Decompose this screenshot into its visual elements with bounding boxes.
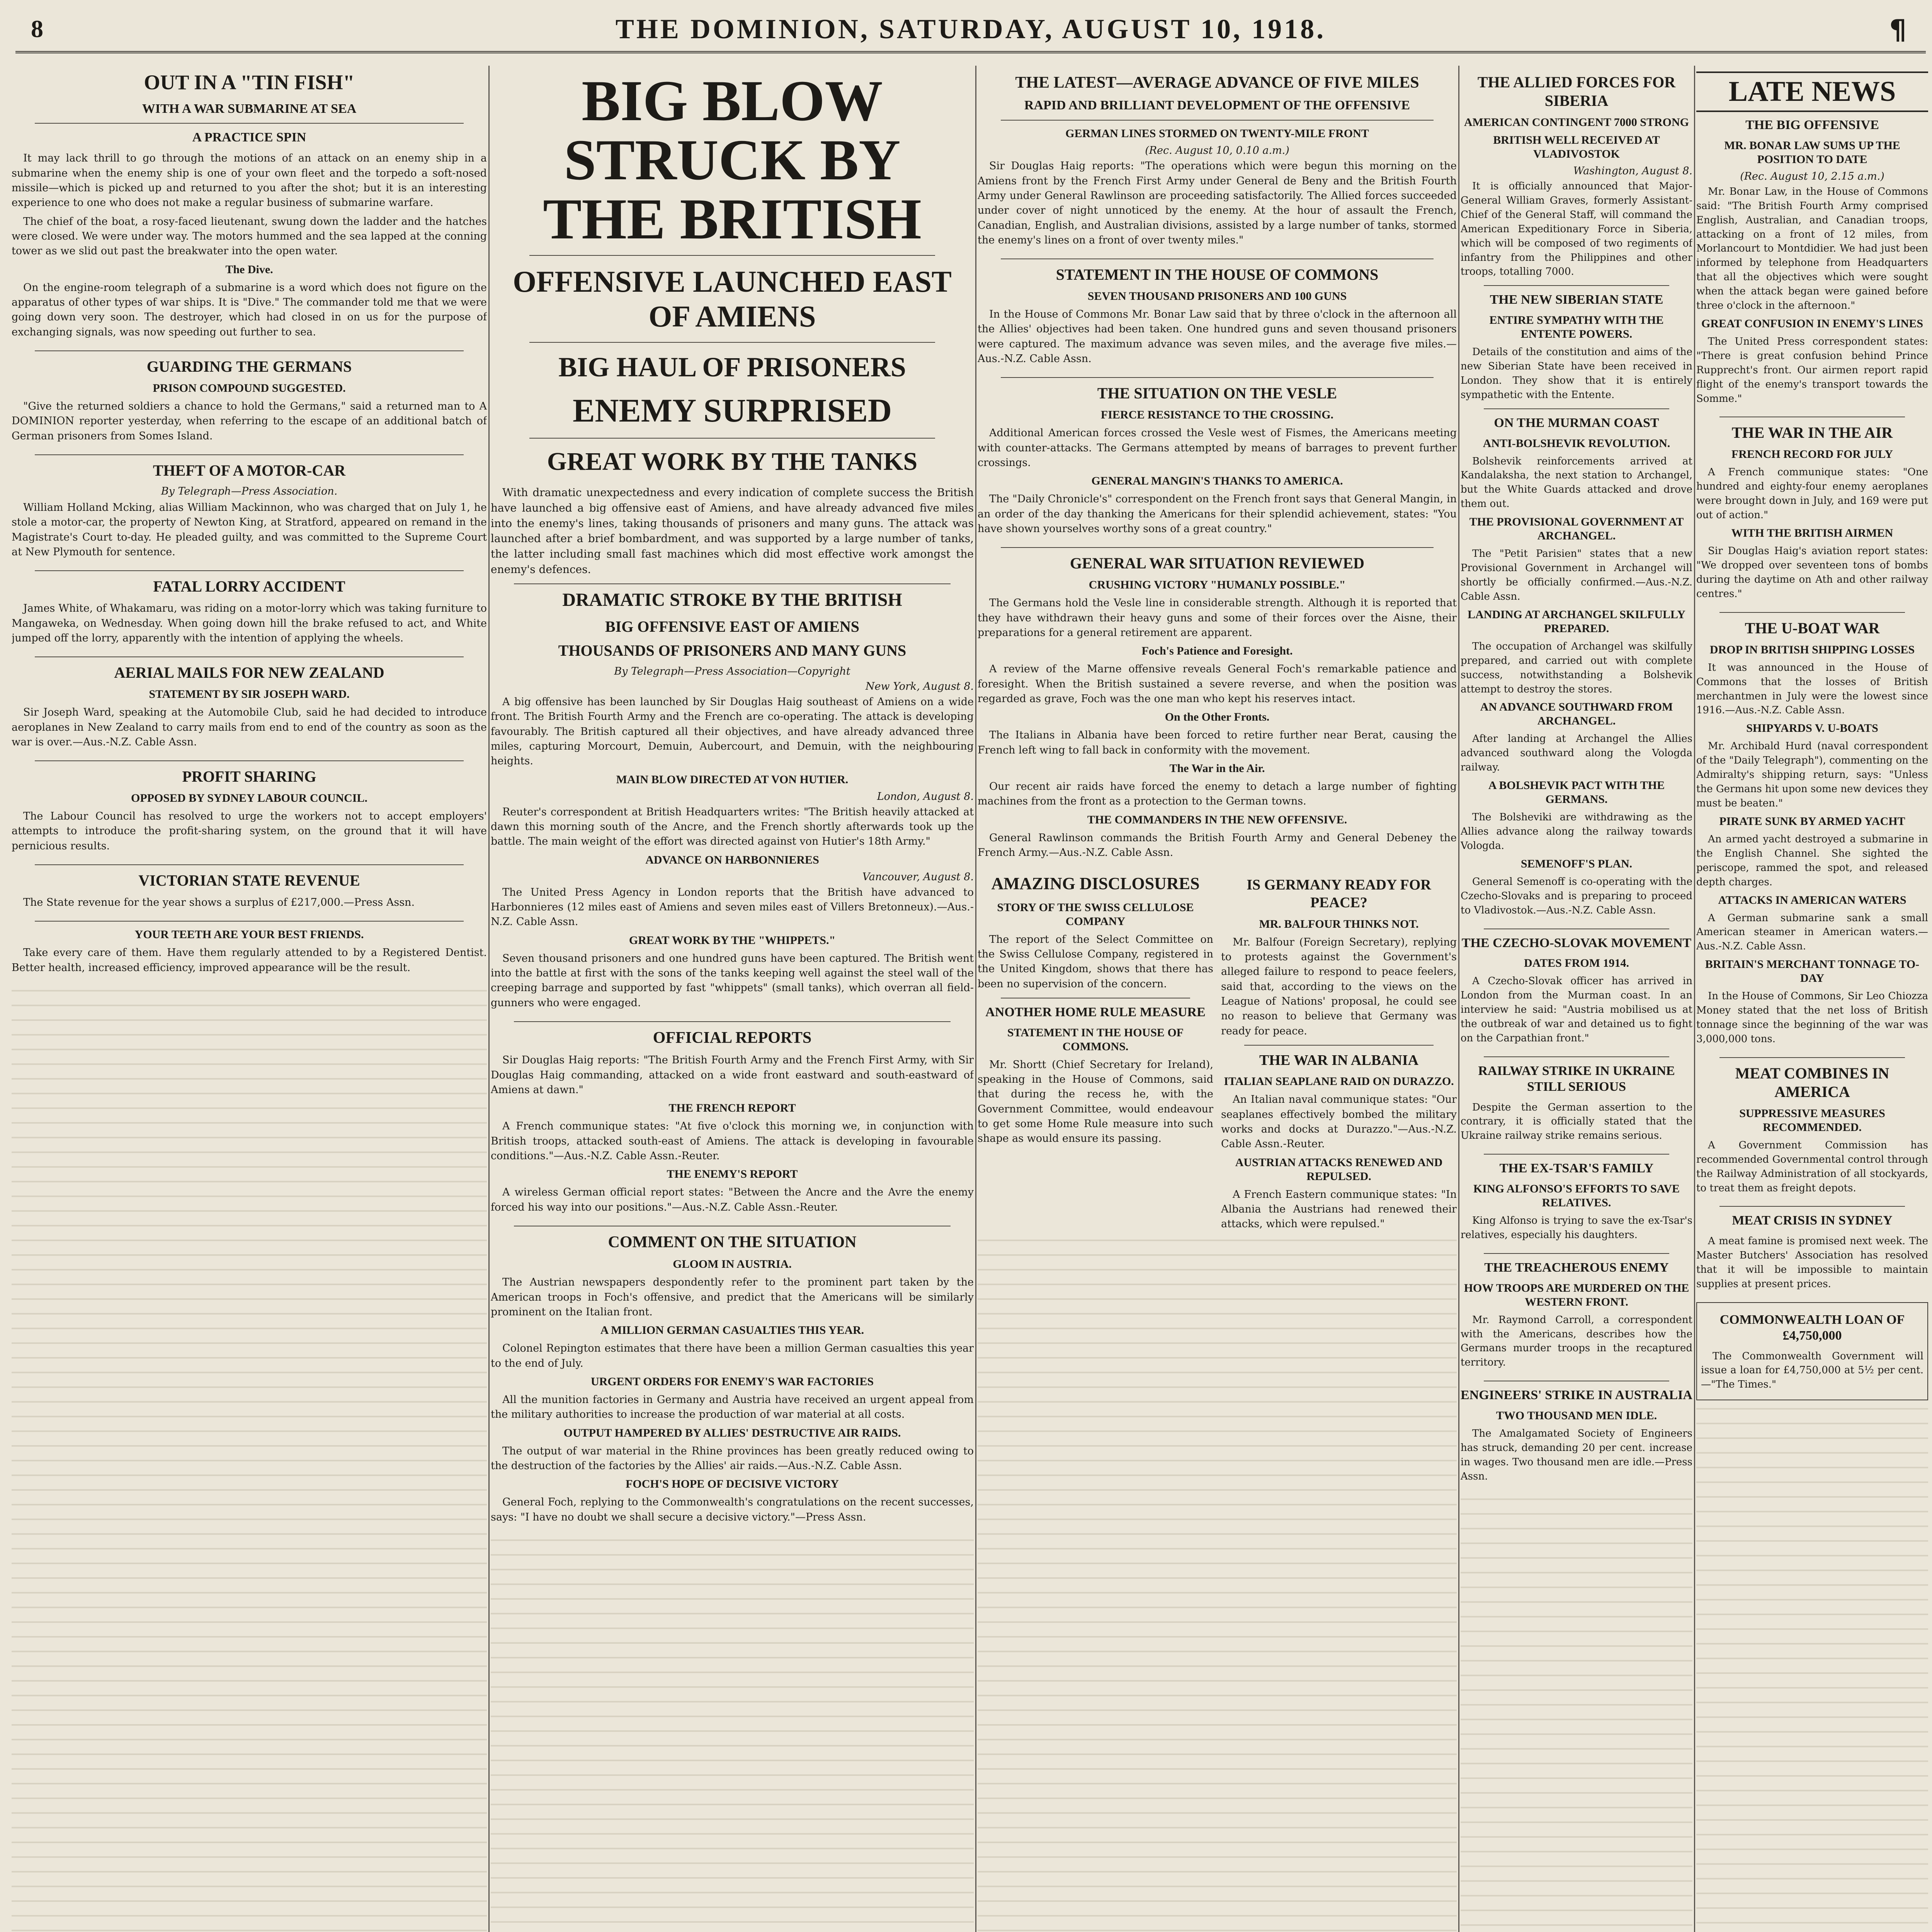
divider: [1484, 1154, 1669, 1155]
text-continuation: [12, 986, 487, 1932]
paragraph: Despite the German assertion to the contrary, it is officially stated that the Ukraine railway strike remains serious.: [1461, 1101, 1692, 1142]
section-head: A MILLION GERMAN CASUALTIES THIS YEAR.: [600, 1324, 864, 1337]
paragraph: Sir Douglas Haig reports: "The operations which were begun this morning on the Amiens front by the French First Army under General de Beny and the British Fourth Army under General Rawlinson are proceeding satisfactorily. The Allied forces succeeded under cover of night unnoticed by the enemy. At the hour of assault the French, Canadian, English, and Australian divisions, assisted by a large number of tanks, stormed the enemy's lines on a front of over twenty miles.": [978, 160, 1457, 246]
divider: [514, 583, 951, 584]
paragraph: All the munition factories in Germany and Austria have received an urgent appeal from the military authorities to increase the production of war material at all costs.: [491, 1393, 974, 1421]
headline: OUT IN A "TIN FISH": [144, 71, 355, 94]
divider: [529, 438, 935, 439]
paragraph: On the engine-room telegraph of a submarine is a word which does not figure on the apparatus of other types of war ships. It is "Dive." The commander told me that we were going down very soon. The destroyer, which had closed in on us for the purpose of exchanging signals, was now speeding out further to sea.: [12, 281, 487, 338]
newspaper-title: THE DOMINION, SATURDAY, AUGUST 10, 1918.: [615, 14, 1326, 44]
headline: THE BIG OFFENSIVE: [1745, 118, 1879, 132]
text-continuation: [978, 1236, 1457, 1932]
section-head: GREAT CONFUSION IN ENEMY'S LINES: [1701, 317, 1923, 330]
section-head: THE PROVISIONAL GOVERNMENT AT ARCHANGEL.: [1469, 515, 1684, 543]
headline: THE NEW SIBERIAN STATE: [1490, 293, 1663, 307]
page-number: 8: [31, 15, 43, 43]
headline: THE WAR IN THE AIR: [1731, 424, 1893, 442]
subheadline: BIG OFFENSIVE EAST OF AMIENS: [605, 617, 859, 635]
article-profit-sharing: [12, 760, 487, 854]
paragraph: A French communique states: "At five o'clock this morning we, in conjunction with British troops, attacked south-east of Amiens. The attack is developing in favourable conditions."—Aus.-N.Z. Cable Assn.-Reuter.: [491, 1120, 974, 1162]
article-commonwealth-loan: [1696, 1302, 1928, 1400]
section-head: THE FRENCH REPORT: [668, 1102, 796, 1115]
column-rule: [1694, 66, 1695, 1932]
paragraph: General Semenoff is co-operating with the Czecho-Slovaks and is preparing to proceed to Vladivostok.—Aus.-N.Z. Cable Assn.: [1461, 876, 1692, 916]
article-dramatic-stroke: [491, 583, 974, 1010]
section-head: ATTACKS IN AMERICAN WATERS: [1718, 893, 1906, 906]
headline: PROFIT SHARING: [182, 768, 316, 786]
subheadline: BRITISH WELL RECEIVED AT VLADIVOSTOK: [1493, 134, 1660, 160]
column-3: [978, 68, 1457, 1932]
divider: [1719, 1206, 1905, 1207]
banner-deck: BIG HAUL OF PRISONERS: [558, 352, 906, 383]
advertisement-teeth: [12, 921, 487, 975]
paragraph: Bolshevik reinforcements arrived at Kandalaksha, the next station to Archangel, but the White Guards attacked and drove them out.: [1461, 455, 1692, 510]
headline: THEFT OF A MOTOR-CAR: [153, 461, 346, 479]
paragraph: General Foch, replying to the Commonwealth's congratulations on the recent successes, says: "I have no doubt we shall secure a decisive victory."—Press Assn.: [491, 1496, 974, 1523]
subheadline: STORY OF THE SWISS CELLULOSE COMPANY: [997, 901, 1194, 928]
headline: THE LATEST—AVERAGE ADVANCE OF FIVE MILES: [1015, 74, 1419, 92]
article-czecho-slovak: [1461, 929, 1692, 1046]
divider: [1001, 377, 1434, 378]
paragraph: Sir Douglas Haig's aviation report states: "We dropped over seventeen tons of bombs during the daytime on Ath and other railway centres.": [1696, 545, 1928, 600]
paragraph: A German submarine sank a small American steamer in American waters.—Aus.-N.Z. Cable Assn.: [1696, 912, 1928, 952]
article-latest-advance: [978, 73, 1457, 248]
paragraph: General Rawlinson commands the British Fourth Army and General Debeney the French Army.—Aus.-N.Z. Cable Assn.: [978, 832, 1457, 859]
headline: AERIAL MAILS FOR NEW ZEALAND: [114, 664, 384, 682]
section-head: GENERAL MANGIN'S THANKS TO AMERICA.: [1091, 474, 1343, 488]
headline: DRAMATIC STROKE BY THE BRITISH: [562, 589, 902, 610]
banner-deck: GREAT WORK BY THE TANKS: [547, 447, 918, 476]
section-head: URGENT ORDERS FOR ENEMY'S WAR FACTORIES: [590, 1375, 874, 1388]
ad-headline: YOUR TEETH ARE YOUR BEST FRIENDS.: [134, 928, 364, 941]
subheadline: FIERCE RESISTANCE TO THE CROSSING.: [1100, 408, 1334, 422]
column-rule: [975, 66, 976, 1932]
paragraph: Details of the constitution and aims of the new Siberian State have been received in London. They show that it is entirely sympathetic with the Entente.: [1461, 346, 1692, 401]
paragraph: A Government Commission has recommended Governmental control through the Railway Administration of all stockyards, to treat them as freight depots.: [1696, 1139, 1928, 1194]
paragraph: Colonel Repington estimates that there have been a million German casualties this year to the end of July.: [491, 1342, 974, 1369]
paragraph: Mr. Balfour (Foreign Secretary), replying to protests against the Government's alleged failure to respond to peace feelers, said that, according to the views on the League of Nations' proposal, he could see no reason to believe that Germany was ready for peace.: [1221, 936, 1457, 1037]
paragraph: A Czecho-Slovak officer has arrived in London from the Murman coast. In an interview he said: "Austria mobilised us at the outbreak of war and detained us to fight on the Carpathian front.": [1461, 975, 1692, 1044]
article-u-boat-war: [1696, 612, 1928, 1046]
paragraph: An Italian naval communique states: "Our seaplanes effectively bombed the military works and docks at Durazzo."—Aus.-N.Z. Cable Assn.-Reuter.: [1221, 1094, 1457, 1150]
paragraph: A review of the Marne offensive reveals General Foch's remarkable patience and foresight. When the British sustained a severe reverse, and when the position was regarded as grave, Foch was the one man who kept his reserves intact.: [978, 663, 1457, 705]
article-victorian-revenue: [12, 864, 487, 910]
dateline: Washington, August 8.: [1573, 165, 1692, 177]
paragraph: Mr. Raymond Carroll, a correspondent with the Americans, describes how the Germans murder troops in the recaptured territory.: [1461, 1314, 1692, 1369]
text-continuation: [1696, 1404, 1928, 1932]
paragraph: Sir Douglas Haig reports: "The British Fourth Army and the French First Army, with Sir Douglas Haig commanding, attacked on a wide front eastward and south-eastward of Amiens at dawn.": [491, 1054, 974, 1096]
lead-paragraph: With dramatic unexpectedness and every indication of complete success the British have launched a big offensive east of Amiens, and have already advanced five miles into the enemy's lines, taking thousands of prisoners and many guns. The attack was launched after a brief bombardment, and was supported by a large number of tanks, the latter including small fast machines which did most effective work amongst the enemy's defences.: [491, 486, 974, 576]
paragraph: The Labour Council has resolved to urge the workers not to accept employers' attempts to introduce the profit-sharing system, on the ground that it will have pernicious results.: [12, 810, 487, 852]
divider: [1484, 408, 1669, 409]
column-1: [12, 68, 487, 1932]
headline: STATEMENT IN THE HOUSE OF COMMONS: [1056, 266, 1379, 284]
paragraph: The Germans hold the Vesle line in considerable strength. Although it is reported that they have withdrawn their heavy guns and some of their forces over the Aisne, their preparations for a general retirement are apparent.: [978, 597, 1457, 639]
headline: GENERAL WAR SITUATION REVIEWED: [1070, 554, 1365, 572]
headline: RAILWAY STRIKE IN UKRAINE STILL SERIOUS: [1478, 1063, 1675, 1094]
section-head: The Dive.: [225, 263, 273, 276]
article-war-situation: [978, 547, 1457, 860]
subheadline: GERMAN LINES STORMED ON TWENTY-MILE FRONT: [1065, 127, 1369, 140]
section-head: AN ADVANCE SOUTHWARD FROM ARCHANGEL.: [1480, 701, 1673, 728]
dateline: (Rec. August 10, 2.15 a.m.): [1740, 170, 1884, 182]
section-head: SEMENOFF'S PLAN.: [1520, 857, 1633, 870]
article-germany-peace: [1221, 871, 1457, 1235]
divider: [35, 760, 464, 761]
subheadline: FRENCH RECORD FOR JULY: [1731, 448, 1893, 461]
subheadline: A PRACTICE SPIN: [192, 130, 306, 145]
section-head: MAIN BLOW DIRECTED AT VON HUTIER.: [616, 773, 849, 786]
subheadline: ITALIAN SEAPLANE RAID ON DURAZZO.: [1224, 1075, 1454, 1088]
paragraph: The State revenue for the year shows a surplus of £217,000.—Press Assn.: [23, 896, 415, 909]
section-head: FOCH'S HOPE OF DECISIVE VICTORY: [626, 1478, 839, 1491]
divider: [35, 454, 464, 455]
paragraph-mark-icon: ¶: [1889, 14, 1906, 46]
section-head: ADVANCE ON HARBONNIERES: [645, 853, 819, 866]
article-aerial-mails: [12, 656, 487, 750]
dateline: London, August 8.: [877, 790, 974, 803]
subheadline: SEVEN THOUSAND PRISONERS AND 100 GUNS: [1087, 290, 1347, 303]
paragraph: A French Eastern communique states: "In Albania the Austrians had renewed their attacks, which were repulsed.": [1221, 1188, 1457, 1230]
section-head: Foch's Patience and Foresight.: [1141, 645, 1293, 658]
headline: THE CZECHO-SLOVAK MOVEMENT: [1461, 935, 1692, 950]
article-house-of-commons: [978, 259, 1457, 366]
article-vesle: [978, 377, 1457, 536]
article-treacherous-enemy: [1461, 1253, 1692, 1370]
split-row: [978, 871, 1457, 1235]
article-swiss-cellulose: [978, 871, 1213, 1235]
dateline: (Rec. August 10, 0.10 a.m.): [1145, 145, 1289, 157]
article-tin-fish: [12, 71, 487, 340]
article-motor-car-theft: [12, 454, 487, 560]
divider: [529, 342, 935, 343]
divider: [35, 570, 464, 571]
divider: [529, 255, 935, 256]
article-meat-crisis: [1696, 1206, 1928, 1291]
subheadline: TWO THOUSAND MEN IDLE.: [1496, 1409, 1657, 1422]
section-head: AUSTRIAN ATTACKS RENEWED AND REPULSED.: [1235, 1156, 1443, 1183]
paragraph: The Austrian newspapers despondently refer to the prominent part taken by the American troops in Foch's offensive, and predict that the Americans will be similarly prominent on the Italian front.: [491, 1276, 974, 1318]
section-head: GREAT WORK BY THE "WHIPPETS.": [629, 934, 836, 947]
headline: VICTORIAN STATE REVENUE: [138, 872, 360, 889]
divider: [1484, 1253, 1669, 1254]
article-lorry-accident: [12, 570, 487, 646]
headline: THE ALLIED FORCES FOR SIBERIA: [1477, 73, 1676, 109]
byline: By Telegraph—Press Association.: [161, 485, 338, 497]
paragraph: Reuter's correspondent at British Headquarters writes: "The British heavily attacked at dawn this morning south of the Ancre, and the French shortly afterwards took up the battle. The main weight of the effort was directed against von Hutier's 18th Army.": [491, 806, 974, 848]
divider: [1484, 1056, 1669, 1057]
divider: [1719, 612, 1905, 613]
byline: By Telegraph—Press Association—Copyright: [614, 665, 850, 677]
paragraph: The chief of the boat, a rosy-faced lieutenant, swung down the ladder and the hatches were closed. We were under way. The motors hummed and the sea lapped at the conning tower as we slid out past the breakwater into the open water.: [12, 215, 487, 257]
paragraph: Mr. Shortt (Chief Secretary for Ireland), speaking in the House of Commons, said that during the recess he, with the Government Committee, would endeavour to get some Home Rule measure into such shape as would ensure its passing.: [978, 1058, 1213, 1145]
article-war-in-air: [1696, 417, 1928, 601]
paragraph: It is officially announced that Major-General William Graves, formerly Assistant-Chief of the General Staff, will command the American Expeditionary Force in Siberia, which will be composed of two regiments of infantry from the Philippines and other troops, totalling 7000.: [1461, 180, 1692, 278]
headline: GUARDING THE GERMANS: [146, 357, 352, 375]
article-comment-situation: [491, 1226, 974, 1525]
section-head: WITH THE BRITISH AIRMEN: [1731, 527, 1893, 540]
section-head: LANDING AT ARCHANGEL SKILFULLY PREPARED.: [1468, 608, 1685, 635]
subheadline: ENTIRE SYMPATHY WITH THE ENTENTE POWERS.: [1489, 314, 1664, 341]
divider: [1001, 120, 1434, 121]
paragraph: The Commonwealth Government will issue a loan for £4,750,000 at 5½ per cent.—"The Times.": [1701, 1350, 1923, 1391]
section-head: PIRATE SUNK BY ARMED YACHT: [1719, 815, 1905, 828]
paragraph: William Holland Mcking, alias William Mackinnon, who was charged that on July 1, he stole a motor-car, the property of Newton King, at Stratford, appeared on remand in the Magistrate's Court to-day. He pleaded guilty, and was committed to the Supreme Court at New Plymouth for sentence.: [12, 501, 487, 558]
banner-headline: BIG BLOW STRUCK BY THE BRITISH: [543, 69, 922, 251]
article-ukraine-strike: [1461, 1056, 1692, 1143]
headline: THE EX-TSAR'S FAMILY: [1499, 1161, 1654, 1176]
paragraph: The occupation of Archangel was skilfully prepared, and carried out with complete success, notwithstanding a Bolshevik attempt to destroy the stores.: [1461, 640, 1692, 695]
article-allied-siberia: [1461, 73, 1692, 918]
article-ex-tsar: [1461, 1154, 1692, 1242]
paragraph: Additional American forces crossed the Vesle west of Fismes, the Americans meeting with counter-attacks. The Germans attempted by means of barrages to prevent further crossings.: [978, 427, 1457, 469]
divider: [1719, 1057, 1905, 1058]
subheadline: MR. BALFOUR THINKS NOT.: [1259, 917, 1419, 930]
section-head: BRITAIN'S MERCHANT TONNAGE TO-DAY: [1705, 958, 1920, 985]
subheadline: STATEMENT IN THE HOUSE OF COMMONS.: [1007, 1026, 1184, 1053]
divider: [35, 350, 464, 351]
paragraph: Sir Joseph Ward, speaking at the Automobile Club, said he had decided to introduce aeroplanes in New Zealand to carry mails from end to end of the country as soon as the war is over.—Aus.-N.Z. Cable Assn.: [12, 706, 487, 748]
section-head: THE ENEMY'S REPORT: [667, 1168, 798, 1181]
article-official-reports: [491, 1021, 974, 1215]
section-head: A BOLSHEVIK PACT WITH THE GERMANS.: [1488, 779, 1665, 806]
subheadline: THOUSANDS OF PRISONERS AND MANY GUNS: [558, 641, 906, 659]
headline: THE WAR IN ALBANIA: [1259, 1052, 1419, 1068]
headline: OFFICIAL REPORTS: [653, 1029, 812, 1047]
article-meat-combines: [1696, 1057, 1928, 1196]
paragraph: In the House of Commons, Sir Leo Chiozza Money stated that the net loss of British tonnage since the beginning of the war was 3,000,000 tons.: [1696, 990, 1928, 1045]
subheadline: PRISON COMPOUND SUGGESTED.: [153, 381, 346, 395]
section-head: SHIPYARDS V. U-BOATS: [1746, 722, 1878, 735]
paragraph: A French communique states: "One hundred and eighty-four enemy aeroplanes were brought down in July, and 169 were put out of action.": [1696, 466, 1928, 521]
paragraph: After landing at Archangel the Allies advanced southward along the Vologda railway.: [1461, 733, 1692, 774]
divider: [1001, 547, 1434, 548]
headline: ON THE MURMAN COAST: [1494, 415, 1659, 430]
paragraph: The Bolsheviki are withdrawing as the Allies advance along the railway towards Vologda.: [1461, 811, 1692, 852]
late-news-heading: LATE NEWS: [1696, 71, 1928, 112]
paragraph: The output of war material in the Rhine provinces has been greatly reduced owing to the destruction of the factories by the Allies' air raids.—Aus.-N.Z. Cable Assn.: [491, 1445, 974, 1472]
paragraph: Mr. Bonar Law, in the House of Commons said: "The British Fourth Army comprised English, Australian, and Canadian troops, attacking on a front of 12 miles, from Morlancourt to Montdidier. We had just been informed by telephone from Headquarters that all the objectives which were sought when the attack began were gained before three o'clock in the afternoon.": [1696, 185, 1928, 312]
article-engineers-strike: [1461, 1381, 1692, 1483]
subheadline: ANTI-BOLSHEVIK REVOLUTION.: [1483, 437, 1670, 450]
paragraph: The "Daily Chronicle's" correspondent on the French front says that General Mangin, in an order of the day thanking the Americans for their splendid achievement, states: "You have shown yourselves worthy sons of a great country.": [978, 493, 1457, 535]
paragraph: "Give the returned soldiers a chance to hold the Germans," said a returned man to A DOMINION reporter yesterday, when referring to the escape of an additional batch of German prisoners from Somes Island.: [12, 400, 487, 442]
headline: COMMONWEALTH LOAN OF £4,750,000: [1719, 1312, 1905, 1343]
paragraph: The United Press Agency in London reports that the British have advanced to Harbonnieres (12 miles east of Amiens and seven miles east of Villers Bretonneux).—Aus.-N.Z. Cable Assn.: [491, 886, 974, 928]
section-head: The War in the Air.: [1169, 762, 1265, 775]
article-guarding-germans: [12, 350, 487, 444]
headline: THE SITUATION ON THE VESLE: [1097, 384, 1337, 402]
column-2: [491, 68, 974, 1932]
subheadline: DATES FROM 1914.: [1524, 957, 1629, 970]
paragraph: Mr. Archibald Hurd (naval correspondent of the "Daily Telegraph"), commenting on the Admiralty's shipping return, says: "Unless the Germans hit upon some new devices they must be beaten.": [1696, 740, 1928, 809]
headline: AMAZING DISCLOSURES: [991, 874, 1200, 893]
subheadline: CRUSHING VICTORY "HUMANLY POSSIBLE.": [1088, 578, 1346, 592]
headline: THE TREACHEROUS ENEMY: [1484, 1260, 1669, 1275]
paragraph: A big offensive has been launched by Sir Douglas Haig southeast of Amiens on a wide front. The British Fourth Army and the French are co-operating. The attack is developing favourably. The British captured all their objectives, and have already advanced three miles, capturing Morcourt, Demuin, Aubercourt, and Demuin, with the neighbouring heights.: [491, 696, 974, 767]
section-head: THE COMMANDERS IN THE NEW OFFENSIVE.: [1087, 813, 1347, 826]
paragraph: The report of the Select Committee on the Swiss Cellulose Company, registered in the United Kingdom, shows that there has been no supervision of the concern.: [978, 933, 1213, 990]
dateline: Vancouver, August 8.: [862, 871, 974, 883]
headline: ENGINEERS' STRIKE IN AUSTRALIA: [1461, 1388, 1692, 1403]
paragraph: The "Petit Parisien" states that a new Provisional Government in Archangel will shortly be officially confirmed.—Aus.-N.Z. Cable Assn.: [1461, 548, 1692, 602]
paragraph: Seven thousand prisoners and one hundred guns have been captured. The British went into the battle at first with the sons of the tanks keeping well against the steel wall of the creeping barrage and supported by fast "whippets" (small tanks), which overran all field-gunners who were engaged.: [491, 952, 974, 1009]
dateline: New York, August 8.: [865, 680, 974, 692]
banner-deck: OFFENSIVE LAUNCHED EAST OF AMIENS: [513, 265, 952, 333]
headline: IS GERMANY READY FOR PEACE?: [1247, 877, 1431, 911]
text-continuation: [1461, 1495, 1692, 1932]
paragraph: The Amalgamated Society of Engineers has struck, demanding 20 per cent. increase in wages. Two thousand men are idle.—Press Assn.: [1461, 1428, 1692, 1482]
subheadline: WITH A WAR SUBMARINE AT SEA: [142, 101, 357, 116]
subheadline: SUPPRESSIVE MEASURES RECOMMENDED.: [1739, 1107, 1885, 1134]
column-rule: [1458, 66, 1459, 1932]
paragraph: An armed yacht destroyed a submarine in the English Channel. She sighted the periscope, rammed the spot, and released depth charges.: [1696, 833, 1928, 888]
headline: MEAT COMBINES IN AMERICA: [1735, 1064, 1889, 1100]
paragraph: James White, of Whakamaru, was riding on a motor-lorry which was taking furniture to Mangaweka, on Wednesday. When going down hill the brake refused to act, and White jumped off the lorry, apparently with the intention of applying the wheels.: [12, 602, 487, 644]
subheadline: HOW TROOPS ARE MURDERED ON THE WESTERN FRONT.: [1464, 1281, 1689, 1308]
paragraph: The United Press correspondent states: "There is great confusion behind Prince Rupprecht's front. Our airmen report rapid flight of the enemy's transport towards the Somme.": [1696, 335, 1928, 405]
masthead: [15, 5, 1926, 53]
subheadline: RAPID AND BRILLIANT DEVELOPMENT OF THE OFFENSIVE: [1024, 98, 1410, 113]
divider: [35, 123, 464, 124]
subheadline: DROP IN BRITISH SHIPPING LOSSES: [1709, 643, 1915, 656]
divider: [35, 656, 464, 657]
paragraph: Our recent air raids have forced the enemy to detach a large number of fighting machines from the front as a protection to the German towns.: [978, 781, 1457, 808]
divider: [514, 1021, 951, 1022]
subheadline: AMERICAN CONTINGENT 7000 STRONG: [1464, 116, 1689, 129]
headline: THE U-BOAT WAR: [1745, 619, 1880, 637]
subheadline: MR. BONAR LAW SUMS UP THE POSITION TO DATE: [1724, 139, 1900, 166]
column-5: [1696, 68, 1928, 1932]
subheadline: STATEMENT BY SIR JOSEPH WARD.: [149, 688, 350, 701]
paragraph: King Alfonso is trying to save the ex-Tsar's relatives, especially his daughters.: [1461, 1215, 1692, 1241]
paragraph: It was announced in the House of Commons that the losses of British merchantmen in July were the lowest since 1916.—Aus.-N.Z. Cable Assn.: [1696, 662, 1928, 716]
article-big-offensive: [1696, 117, 1928, 406]
paragraph: It may lack thrill to go through the motions of an attack on an enemy ship in a submarine when the enemy ship is one of your own fleet and the torpedo a soft-nosed missile—which is picked up and returned to you after the shot; but it is an interesting experience to one who does not make a regular business of submarine warfare.: [12, 152, 487, 209]
text-continuation: [491, 1536, 974, 1932]
column-rule: [488, 66, 490, 1932]
section-head: OUTPUT HAMPERED BY ALLIES' DESTRUCTIVE AIR RAIDS.: [563, 1426, 901, 1439]
column-4: [1461, 68, 1692, 1932]
subheadline: OPPOSED BY SYDNEY LABOUR COUNCIL.: [131, 792, 367, 805]
ad-text: Take every care of them. Have them regularly attended to by a Registered Dentist. Better health, increased efficiency, improved appearance will be the result.: [12, 947, 487, 974]
headline: ANOTHER HOME RULE MEASURE: [985, 1005, 1206, 1019]
subheadline: GLOOM IN AUSTRIA.: [673, 1258, 792, 1271]
headline: COMMENT ON THE SITUATION: [608, 1233, 857, 1251]
paragraph: A wireless German official report states: "Between the Ancre and the Avre the enemy forced his way into our positions."—Aus.-N.Z. Cable Assn.-Reuter.: [491, 1186, 974, 1213]
divider: [35, 921, 464, 922]
divider: [35, 864, 464, 865]
headline: FATAL LORRY ACCIDENT: [153, 578, 345, 595]
paragraph: A meat famine is promised next week. The Master Butchers' Association has resolved that it will be impossible to maintain supplies at present prices.: [1696, 1235, 1928, 1290]
paragraph: The Italians in Albania have been forced to retire further near Berat, causing the French left wing to fall back in conformity with the movement.: [978, 729, 1457, 756]
headline: MEAT CRISIS IN SYDNEY: [1732, 1213, 1893, 1228]
paragraph: In the House of Commons Mr. Bonar Law said that by three o'clock in the afternoon all the Allies' objectives had been taken. One hundred guns and seven thousand prisoners were captured. The maximum advance was seven miles, and the average five miles.—Aus.-N.Z. Cable Assn.: [978, 308, 1457, 365]
section-head: On the Other Fronts.: [1165, 711, 1270, 724]
banner-deck: ENEMY SURPRISED: [573, 391, 892, 429]
divider: [1484, 285, 1669, 286]
front-banner: [506, 71, 958, 476]
divider: [1244, 1045, 1434, 1046]
subheadline: KING ALFONSO'S EFFORTS TO SAVE RELATIVES.: [1473, 1182, 1680, 1209]
